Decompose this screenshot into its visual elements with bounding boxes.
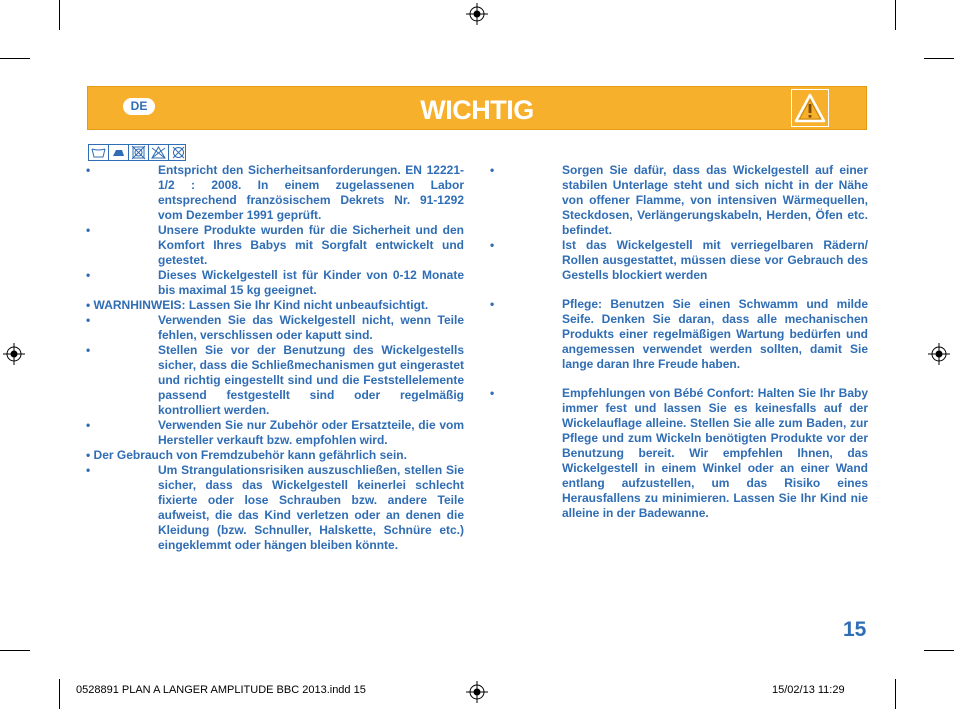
right-column (490, 163, 868, 521)
list-item: • Entspricht den Sicherheitsanforderungen. EN 12221-1/2 : 2008. In einem zugelassenen Labor entsprechend französischem Dekrets Nr. 91-1292 vom Dezember 1991 geprüft. (86, 163, 464, 222)
crop-mark (59, 0, 60, 30)
registration-mark-icon (928, 343, 950, 365)
crop-mark (0, 58, 30, 59)
list-item: • Verwenden Sie das Wickelgestell nicht, wenn Teile fehlen, verschlissen oder kaputt sind. (86, 313, 464, 342)
crop-mark (0, 650, 30, 651)
no-dry-clean-icon (169, 145, 188, 160)
list-item: • Pflege: Benutzen Sie einen Schwamm und milde Seife. Denken Sie daran, dass alle mechanischen Produkts einer regelmäßigen Wartung bedürfen und angemessen verwendet werden sollten, damit Sie lange daran Ihre Freude haben. (490, 297, 868, 371)
wash-icon (89, 145, 109, 160)
crop-mark (895, 679, 896, 709)
header-banner (87, 86, 867, 130)
crop-mark (924, 58, 954, 59)
list-item: • Empfehlungen von Bébé Confort: Halten Sie Ihr Baby immer fest und lassen Sie es keinesfalls auf der Wickelauflage alleine. Stellen Sie alle zum Baden, zur Pflege und zum Wickeln benötigten Produkte vor der Benutzung bereit. Wir empfehlen Ihnen, das Wickelgestell in einem Winkel oder an einer Wand entlang aufzustellen, um das Risiko eines Herausfallens zu minimieren. Lassen Sie Ihr Kind nie alleine in der Badewanne. (490, 386, 868, 520)
list-item: • Ist das Wickelgestell mit verriegelbaren Rädern/ Rollen ausgestattet, müssen diese vor Gebrauch des Gestells blockiert werden (490, 238, 868, 282)
warning-box (791, 89, 829, 127)
registration-mark-icon (466, 3, 488, 25)
list-item: • Sorgen Sie dafür, dass das Wickelgestell auf einer stabilen Unterlage steht und sich nicht in der Nähe von offener Flamme, von intensiven Wärmequellen, Steckdosen, Verlängerungskabeln, Herden, Öfen etc. befindet. (490, 163, 868, 237)
page-number: 15 (843, 618, 867, 641)
crop-mark (924, 650, 954, 651)
language-badge: DE (123, 98, 155, 115)
no-tumble-dry-icon (129, 145, 149, 160)
registration-mark-icon (3, 343, 25, 365)
list-item: • Unsere Produkte wurden für die Sicherheit und den Komfort Ihres Babys mit Sorgfalt entwickelt und getestet. (86, 223, 464, 267)
footer-filename: 0528891 PLAN A LANGER AMPLITUDE BBC 2013.indd 15 (76, 684, 366, 696)
left-column (86, 163, 464, 553)
warning-triangle-icon (792, 90, 828, 126)
page-title: WICHTIG (420, 95, 534, 125)
footer-timestamp: 15/02/13 11:29 (772, 684, 845, 696)
accessory-note: • Der Gebrauch von Fremdzubehör kann gefährlich sein. (86, 448, 407, 462)
list-item: • Stellen Sie vor der Benutzung des Wickelgestells sicher, dass die Schließmechanismen gut eingerastet und richtig eingestellt sind und die Feststellelemente passend festgestellt sind oder regelmäßig kontrolliert werden. (86, 343, 464, 417)
iron-icon (109, 145, 129, 160)
crop-mark (895, 0, 896, 30)
list-item: • Dieses Wickelgestell ist für Kinder von 0-12 Monate bis maximal 15 kg geeignet. (86, 268, 464, 297)
list-item: • Verwenden Sie nur Zubehör oder Ersatzteile, die vom Hersteller verkauft bzw. empfohlen wird. (86, 418, 464, 447)
registration-mark-icon (466, 681, 488, 703)
crop-mark (59, 679, 60, 709)
no-bleach-icon (149, 145, 169, 160)
care-symbols (88, 144, 186, 161)
list-item: • Um Strangulationsrisiken auszuschließen, stellen Sie sicher, dass das Wickelgestell keinerlei schlecht fixierte oder lose Schrauben bzw. andere Teile aufweist, die das Kind verletzen oder an denen die Kleidung (bzw. Schnuller, Halskette, Schnüre etc.) eingeklemmt oder hängen bleiben könnte. (86, 463, 464, 552)
warning-note: • WARNHINWEIS: Lassen Sie Ihr Kind nicht unbeaufsichtigt. (86, 298, 429, 312)
